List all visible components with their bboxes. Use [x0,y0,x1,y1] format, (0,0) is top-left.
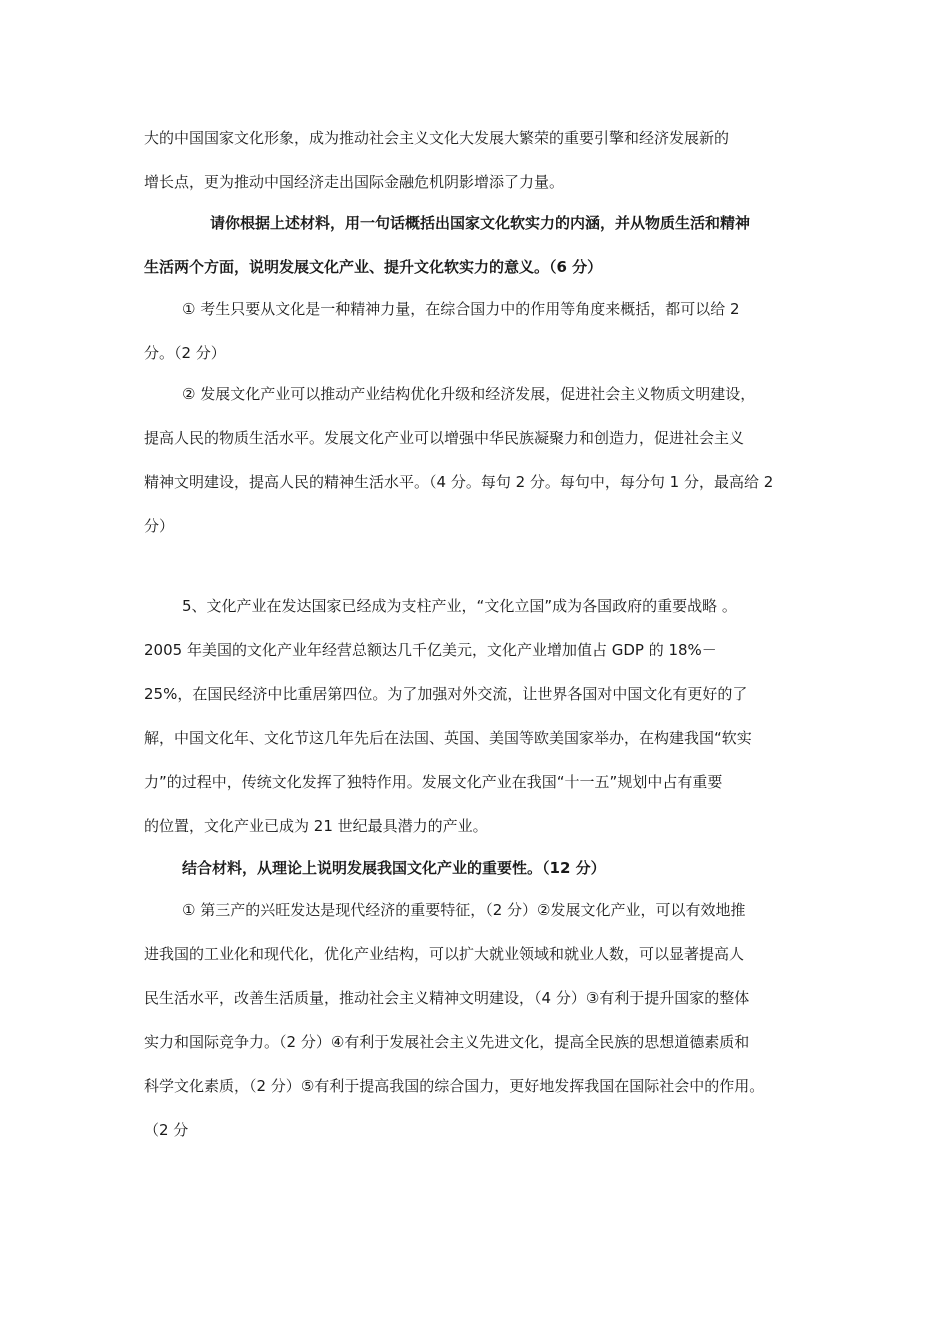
paragraph-line: 增长点，更为推动中国经济走出国际金融危机阴影增添了力量。 [144,173,565,191]
answer-line: 分） [144,517,175,535]
paragraph-line: 2005 年美国的文化产业年经营总额达几千亿美元，文化产业增加值占 GDP 的 18%－ [144,641,717,659]
paragraph-line: 5、文化产业在发达国家已经成为支柱产业，“文化立国”成为各国政府的重要战略 。 [182,597,737,615]
answer-line: ① 第三产的兴旺发达是现代经济的重要特征，（2 分）②发展文化产业，可以有效地推 [182,901,746,919]
question-line: 生活两个方面，说明发展文化产业、提升文化软实力的意义。（6 分） [144,258,603,276]
answer-line: ② 发展文化产业可以推动产业结构优化升级和经济发展，促进社会主义物质文明建设， [182,385,756,403]
answer-line: 精神文明建设，提高人民的精神生活水平。（4 分。每句 2 分。每句中，每分句 1 分，最高给 2 [144,473,774,491]
paragraph-line: 大的中国国家文化形象，成为推动社会主义文化大发展大繁荣的重要引擎和经济发展新的 [144,129,730,147]
paragraph-line: 解，中国文化年、文化节这几年先后在法国、英国、美国等欧美国家举办，在构建我国“软实 [144,729,752,747]
answer-line: 提高人民的物质生活水平。发展文化产业可以增强中华民族凝聚力和创造力，促进社会主义 [144,429,745,447]
paragraph-line: 的位置，文化产业已成为 21 世纪最具潜力的产业。 [144,817,488,835]
question-line: 请你根据上述材料，用一句话概括出国家文化软实力的内涵，并从物质生活和精神 [210,214,751,232]
answer-line: 民生活水平，改善生活质量，推动社会主义精神文明建设，（4 分）③有利于提升国家的整体 [144,989,750,1007]
question-line: 结合材料，从理论上说明发展我国文化产业的重要性。（12 分） [182,859,606,877]
answer-line: （2 分 [144,1121,189,1139]
paragraph-line: 力”的过程中，传统文化发挥了独特作用。发展文化产业在我国“十一五”规划中占有重要 [144,773,723,791]
answer-line: 进我国的工业化和现代化，优化产业结构，可以扩大就业领域和就业人数，可以显著提高人 [144,945,745,963]
answer-line: 分。（2 分） [144,344,226,362]
paragraph-line: 25%，在国民经济中比重居第四位。为了加强对外交流，让世界各国对中国文化有更好的了 [144,685,748,703]
answer-line: 科学文化素质，（2 分）⑤有利于提高我国的综合国力，更好地发挥我国在国际社会中的作用。 [144,1077,765,1095]
answer-line: 实力和国际竞争力。（2 分）④有利于发展社会主义先进文化，提高全民族的思想道德素质和 [144,1033,750,1051]
answer-line: ① 考生只要从文化是一种精神力量，在综合国力中的作用等角度来概括，都可以给 2 [182,300,740,318]
